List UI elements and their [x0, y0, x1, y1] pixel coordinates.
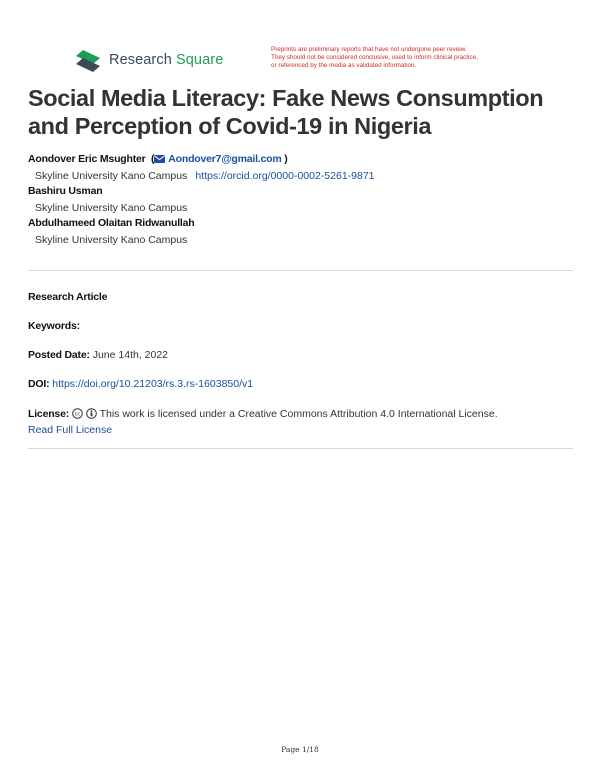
attribution-icon — [86, 408, 97, 419]
disclaimer-line: They should not be considered conclusive, used to inform clinical practice, — [271, 54, 478, 61]
author-name-text: Aondover Eric Msughter — [28, 153, 146, 165]
creative-commons-icon — [72, 408, 83, 419]
author-affiliation: Skyline University Kano Campus — [35, 202, 188, 214]
research-square-logo[interactable] — [74, 48, 223, 72]
doi-label: DOI: — [28, 378, 50, 390]
author-affiliation: Skyline University Kano Campus — [35, 234, 188, 246]
keywords-label: Keywords: — [28, 320, 80, 332]
research-square-logo-icon — [74, 48, 102, 72]
page-number: Page 1/18 — [281, 745, 319, 754]
license — [28, 408, 578, 420]
posted-date — [28, 349, 578, 361]
license-label: License: — [28, 408, 69, 420]
read-full-license-link[interactable]: Read Full License — [28, 424, 113, 436]
article-type-text: Research Article — [28, 291, 108, 303]
posted-date-value: June 14th, 2022 — [92, 349, 169, 361]
logo-word-research: Research — [109, 52, 172, 68]
doi — [28, 378, 578, 390]
disclaimer-line: Preprints are preliminary reports that have not undergone peer review. — [271, 46, 467, 53]
license-text: This work is licensed under a Creative Commons Attribution 4.0 International License. — [99, 408, 498, 420]
affiliation-text: Skyline University Kano Campus — [35, 170, 188, 182]
divider — [28, 448, 573, 449]
keywords — [28, 320, 578, 332]
author-name: Abdulhameed Olaitan Ridwanullah — [28, 217, 195, 229]
svg-text:cc: cc — [74, 411, 81, 418]
doi-link[interactable]: https://doi.org/10.21203/rs.3.rs-1603850/v1 — [52, 378, 254, 390]
author-list — [28, 152, 578, 248]
disclaimer-line: or referenced by the media as validated information. — [271, 62, 417, 69]
read-license — [28, 424, 578, 436]
posted-date-label: Posted Date: — [28, 349, 90, 361]
orcid-link[interactable]: https://orcid.org/0000-0002-5261-9871 — [195, 170, 375, 182]
article-type — [28, 291, 578, 303]
author-email-link[interactable]: Aondover7@gmail.com — [168, 153, 282, 165]
preprint-disclaimer — [271, 46, 543, 70]
author-name: Bashiru Usman — [28, 185, 103, 197]
author-email-wrap: ( Aondover7@gmail.com ) — [148, 153, 288, 165]
author-name — [28, 152, 578, 167]
divider — [28, 270, 573, 271]
mail-icon — [154, 155, 165, 163]
logo-word-square: Square — [176, 52, 224, 68]
logo-wordmark — [109, 52, 223, 68]
paper-title: Social Media Literacy: Fake News Consumption and Perception of Covid-19 in Nigeria — [28, 85, 544, 139]
author-affiliation — [28, 167, 578, 184]
